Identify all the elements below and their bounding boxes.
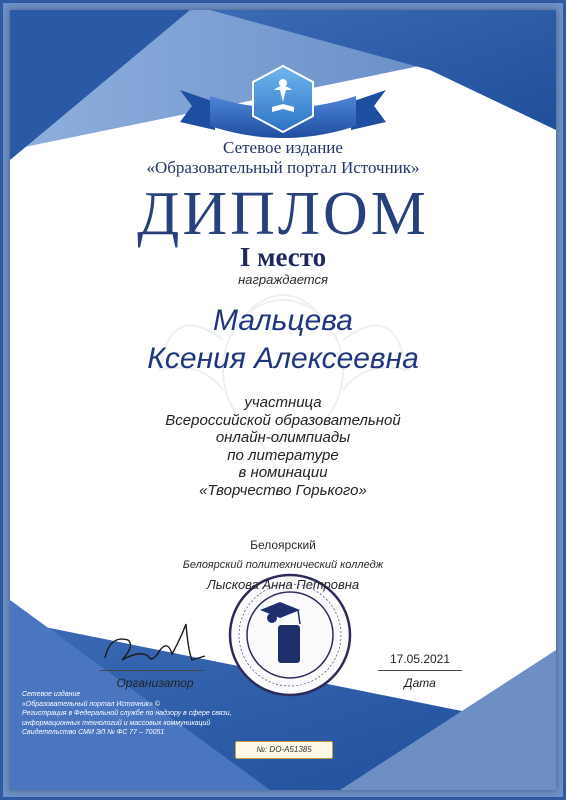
description-line-5: в номинации (238, 464, 328, 481)
description-line-2: Всероссийской образовательной (165, 411, 401, 429)
publisher-line-1: Сетевое издание (223, 138, 343, 157)
signature-line (100, 670, 204, 671)
organizer-label: Организатор (116, 676, 194, 690)
footer-registration (22, 690, 282, 738)
description-line-1: участница (244, 394, 322, 411)
teacher-name: Лыскова Анна Петровна (206, 577, 360, 592)
diploma-sheet (10, 10, 556, 790)
date-value: 17.05.2021 (389, 652, 451, 666)
stamp-seal-icon (230, 575, 350, 695)
footer-line-3: Регистрация в Федеральной службе по надзору в сфере связи, (22, 710, 232, 717)
description-line-3: онлайн-олимпиады (215, 429, 351, 446)
city: Белоярский (250, 538, 316, 552)
awarded-label: награждается (238, 272, 328, 287)
footer-line-1: Сетевое издание (22, 691, 81, 698)
footer-line-5: Свидетельство СМИ ЭЛ № ФС 77 – 70051 (22, 729, 165, 736)
award-description (10, 394, 556, 499)
footer-line-2: «Образовательный портал Источник» © (22, 700, 160, 708)
footer-line-4: информационных технологий и массовых коммуникаций (22, 719, 211, 727)
diploma-title: ДИПЛОМ (137, 180, 429, 248)
date-line (378, 670, 462, 671)
publisher-line-2: «Образовательный портал Источник» (146, 158, 420, 177)
institution: Белоярский политехнический колледж (182, 559, 384, 571)
recipient-given-names: Ксения Алексеевна (147, 342, 419, 375)
recipient-surname: Мальцева (213, 304, 353, 337)
description-line-4: по литературе (227, 446, 339, 464)
place-award: I место (239, 242, 327, 272)
date-label: Дата (404, 676, 436, 690)
publisher-header (10, 138, 556, 178)
recipient-name (10, 302, 556, 378)
serial-number-badge: №: DO-A51385 (235, 741, 333, 759)
description-line-6: «Творчество Горького» (199, 481, 367, 499)
